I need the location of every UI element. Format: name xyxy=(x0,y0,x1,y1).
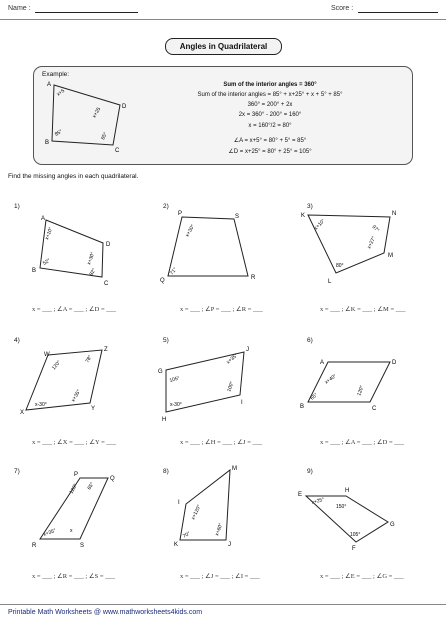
figure-label: x+35° xyxy=(225,352,240,366)
answer-line[interactable]: x = ___ ; ∠J = ___ ; ∠I = ___ xyxy=(180,573,260,580)
figure-label: P xyxy=(178,211,183,217)
vertex-label: B xyxy=(45,140,50,146)
score-label: Score : xyxy=(331,5,354,12)
figure-label: x+120° xyxy=(190,504,203,521)
quadrilateral-figure xyxy=(30,210,120,290)
figure-label: 105° xyxy=(350,532,361,538)
figure-label: G xyxy=(158,369,163,375)
quadrilateral-figure xyxy=(170,462,260,552)
figure-label: D xyxy=(106,242,111,248)
quadrilateral-figure xyxy=(18,340,118,420)
figure-label: F xyxy=(352,546,356,552)
figure-label: X xyxy=(20,410,25,416)
figure-label: 120° xyxy=(50,359,63,372)
figure-label: 70° xyxy=(182,530,192,540)
angle-label: 85° xyxy=(100,131,110,141)
figure-label: 120° xyxy=(68,483,79,495)
figure-label: x xyxy=(70,528,73,534)
figure-label: x+10° xyxy=(313,217,327,232)
figure-label: B xyxy=(300,404,305,410)
worksheet-title: Angles in Quadrilateral xyxy=(165,38,282,55)
angle-label: 85° xyxy=(54,128,64,138)
problem-number: 8) xyxy=(163,468,169,475)
figure-label: D xyxy=(392,360,397,366)
name-line[interactable] xyxy=(35,12,138,13)
figure-label: 65° xyxy=(86,481,96,491)
problem-number: 9) xyxy=(307,468,313,475)
figure-label: 52° xyxy=(42,257,52,267)
figure-label: H xyxy=(345,488,350,494)
figure-label: K xyxy=(301,213,306,219)
problem-number: 3) xyxy=(307,203,313,210)
problem-number: 1) xyxy=(14,203,20,210)
figure-label: J xyxy=(228,542,231,548)
answer-line[interactable]: x = ___ ; ∠P = ___ ; ∠R = ___ xyxy=(180,306,263,313)
figure-label: x+35° xyxy=(42,527,57,538)
figure-label: 65° xyxy=(309,392,320,402)
problem-number: 5) xyxy=(163,337,169,344)
answer-line[interactable]: x = ___ ; ∠A = ___ ; ∠D = ___ xyxy=(32,306,117,313)
figure-label: C xyxy=(104,281,109,287)
figure-label: S xyxy=(80,543,85,549)
quadrilateral-figure xyxy=(300,350,410,415)
figure-label: 100° xyxy=(226,380,236,393)
problem-number: 4) xyxy=(14,337,20,344)
vertex-label: D xyxy=(122,104,127,110)
figure-label: x-30° xyxy=(35,402,47,408)
quadrilateral-figure xyxy=(160,205,260,290)
figure-label: K xyxy=(174,542,179,548)
step-6: ∠D = x+25° = 80° + 25° = 105° xyxy=(228,149,312,155)
figure-label: J xyxy=(246,347,249,353)
figure-label: 120° xyxy=(356,384,366,397)
figure-label: M xyxy=(388,253,393,259)
figure-label: 105° xyxy=(168,375,181,384)
figure-label: 78° xyxy=(84,354,94,364)
figure-label: 71° xyxy=(168,266,179,277)
header-rule xyxy=(0,19,446,20)
figure-label: C xyxy=(372,406,377,412)
figure-label: 82° xyxy=(88,267,98,277)
figure-label: B xyxy=(32,268,37,274)
figure-label: x+27° xyxy=(366,235,378,250)
quadrilateral-figure xyxy=(292,482,412,562)
figure-label: x-30° xyxy=(170,402,182,408)
problem-number: 7) xyxy=(14,468,20,475)
quadrilateral-figure xyxy=(28,468,128,553)
figure-label: S xyxy=(235,214,240,220)
figure-label: x+60° xyxy=(214,522,225,537)
figure-label: x+40° xyxy=(323,373,338,386)
figure-label: R xyxy=(251,275,256,281)
figure-label: P xyxy=(74,472,79,478)
figure-label: I xyxy=(241,400,243,406)
figure-label: x+30° xyxy=(184,223,197,238)
answer-line[interactable]: x = ___ ; ∠K = ___ ; ∠M = ___ xyxy=(320,306,406,313)
figure-label: N xyxy=(392,211,397,217)
example-figure xyxy=(38,78,138,153)
instruction: Find the missing angles in each quadrilateral. xyxy=(8,173,139,180)
figure-label: x+10° xyxy=(44,226,55,241)
figure-label: I xyxy=(178,500,180,506)
step-1: Sum of the interior angles = 85° + x+25° + x + 5° + 85° xyxy=(197,92,343,98)
step-4: x = 160°/2 = 80° xyxy=(248,123,292,129)
figure-label: E xyxy=(298,492,303,498)
problem-number: 2) xyxy=(163,203,169,210)
step-3: 2x = 360° - 200° = 160° xyxy=(238,112,302,118)
step-2: 360° = 200° + 2x xyxy=(247,102,293,108)
figure-label: Q xyxy=(160,278,165,284)
figure-label: x+30° xyxy=(86,251,97,266)
answer-line[interactable]: x = ___ ; ∠E = ___ ; ∠G = ___ xyxy=(320,573,404,580)
figure-label: W xyxy=(44,352,50,358)
angle-label: x+5 xyxy=(55,88,66,98)
sum-heading: Sum of the interior angles = 360° xyxy=(223,82,317,88)
figure-label: Y xyxy=(91,406,96,412)
figure-label: 150° xyxy=(336,504,347,510)
figure-label: R xyxy=(32,543,37,549)
figure-label: x+25° xyxy=(310,496,326,506)
figure-label: 80° xyxy=(336,263,344,269)
score-line[interactable] xyxy=(358,12,438,13)
answer-line[interactable]: x = ___ ; ∠H = ___ ; ∠J = ___ xyxy=(180,439,263,446)
figure-label: Z xyxy=(104,347,108,353)
angle-label: x+25 xyxy=(91,106,103,119)
figure-label: G xyxy=(390,522,395,528)
figure-label: M xyxy=(232,466,237,472)
figure-label: L xyxy=(328,279,332,285)
figure-label: x+35° xyxy=(70,388,83,403)
example-label: Example: xyxy=(42,71,70,78)
footer-rule xyxy=(0,604,446,605)
figure-label: A xyxy=(41,216,46,222)
vertex-label: C xyxy=(115,148,120,153)
name-label: Name : xyxy=(8,5,31,12)
answer-line[interactable]: x = ___ ; ∠X = ___ ; ∠Y = ___ xyxy=(32,439,117,446)
figure-label: A xyxy=(320,360,325,366)
footer-link[interactable]: Printable Math Worksheets @ www.mathworksheets4kids.com xyxy=(8,609,203,616)
figure-label: H xyxy=(162,417,167,423)
step-5: ∠A = x+5° = 80° + 5° = 85° xyxy=(233,138,307,144)
figure-label: 97° xyxy=(370,224,381,234)
quadrilateral-figure xyxy=(156,340,256,425)
figure-label: Q xyxy=(110,476,115,482)
answer-line[interactable]: x = ___ ; ∠A = ___ ; ∠D = ___ xyxy=(320,439,405,446)
problem-number: 6) xyxy=(307,337,313,344)
quadrilateral-figure xyxy=(298,205,408,290)
answer-line[interactable]: x = ___ ; ∠R = ___ ; ∠S = ___ xyxy=(32,573,115,580)
vertex-label: A xyxy=(47,82,52,88)
